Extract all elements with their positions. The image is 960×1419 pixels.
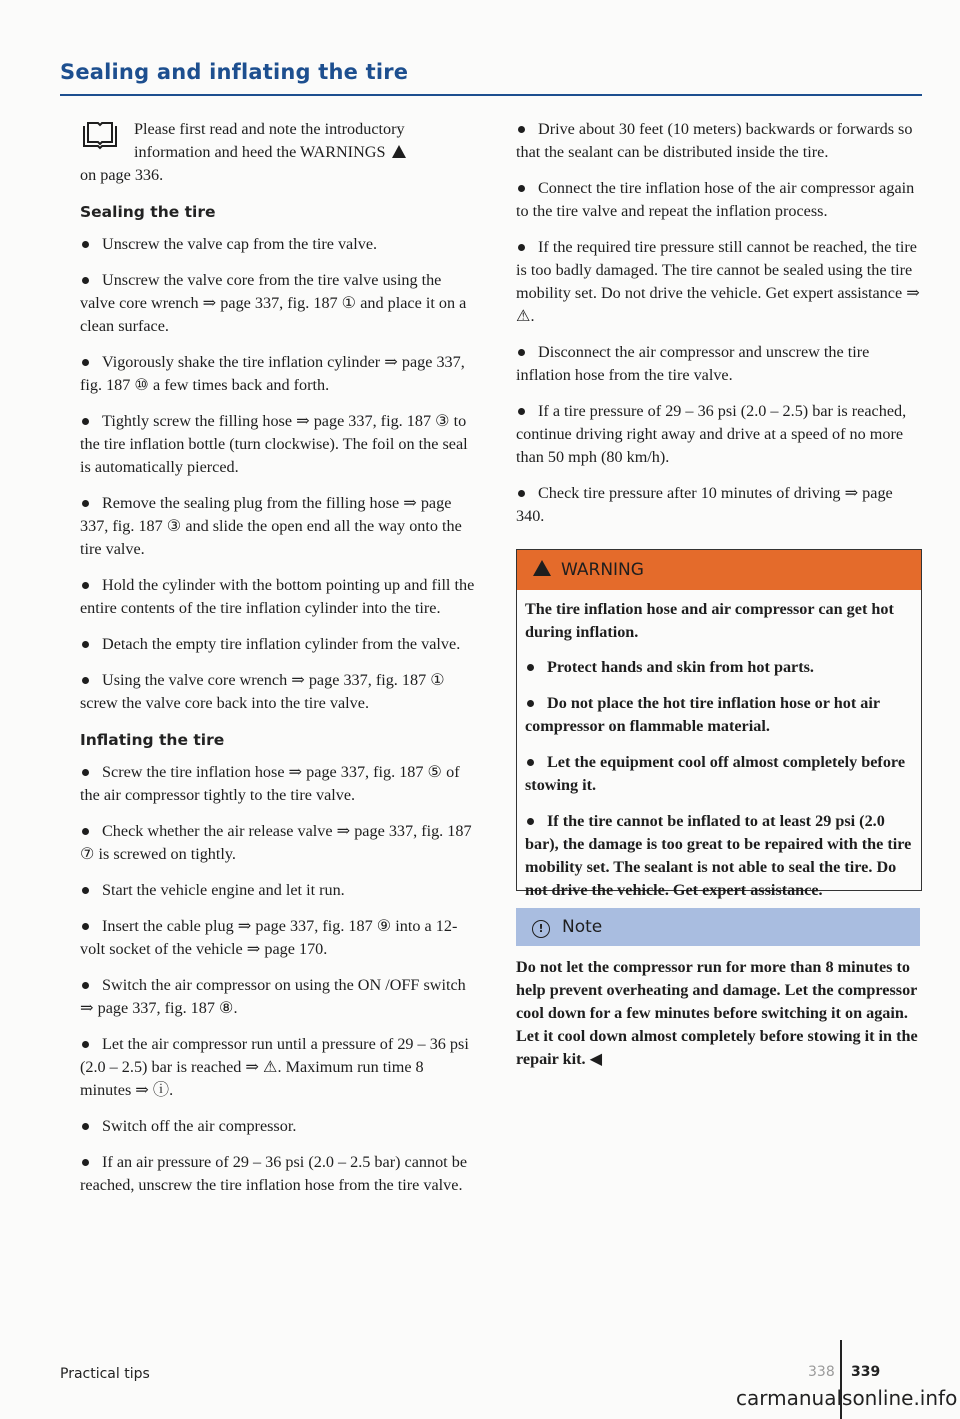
- list-item: Let the air compressor run until a pressure of 29 – 36 psi (2.0 – 2.5) bar is reached ⇒ ⚠. Maximum run time 8 minutes ⇒ ⓘ.: [80, 1035, 469, 1099]
- list-item: If an air pressure of 29 – 36 psi (2.0 – 2.5 bar) cannot be reached, unscrew the tire inflation hose from the tire valve.: [80, 1153, 468, 1194]
- list-item: Insert the cable plug ⇒ page 337, fig. 187 ⑨ into a 12-volt socket of the vehicle ⇒ page 170.: [80, 917, 458, 958]
- list-item: Hold the cylinder with the bottom pointing up and fill the entire contents of the tire inflation cylinder into the tire.: [80, 576, 475, 617]
- bullet-icon: [82, 923, 89, 930]
- inflating-heading: Inflating the tire: [80, 731, 225, 749]
- list-item: Remove the sealing plug from the filling hose ⇒ page 337, fig. 187 ③ and slide the open end all the way onto the tire valve.: [80, 494, 462, 558]
- bullet-icon: [82, 1041, 89, 1048]
- note-label: Note: [562, 917, 603, 937]
- bullet-icon: [82, 1159, 89, 1166]
- bullet-icon: [518, 185, 525, 192]
- intro-page-ref: on page 336.: [80, 166, 164, 184]
- list-item: Protect hands and skin from hot parts.: [525, 656, 913, 679]
- bullet-icon: [82, 241, 89, 248]
- list-item: Switch the air compressor on using the ON /OFF switch ⇒ page 337, fig. 187 ⑧.: [80, 976, 466, 1017]
- list-item: Detach the empty tire inflation cylinder from the valve.: [80, 633, 478, 656]
- list-item: Unscrew the valve cap from the tire valve.: [80, 233, 478, 256]
- warning-box: [516, 549, 922, 899]
- bullet-icon: [518, 244, 525, 251]
- list-item: Unscrew the valve core from the tire valve using the valve core wrench ⇒ page 337, fig. 187 ① and place it on a clean surface.: [80, 271, 467, 335]
- intro-text: Please first read and note the introductory information and heed the WARNINGS: [134, 120, 405, 161]
- warning-header: [517, 550, 921, 590]
- bullet-icon: [82, 359, 89, 366]
- page-title: Sealing and inflating the tire: [60, 60, 409, 84]
- bullet-icon: [82, 582, 89, 589]
- title-divider: [60, 94, 922, 96]
- list-item: Using the valve core wrench ⇒ page 337, fig. 187 ① screw the valve core back into the tire valve.: [80, 671, 445, 712]
- sealing-heading: Sealing the tire: [80, 203, 216, 221]
- list-item: If the tire cannot be inflated to at least 29 psi (2.0 bar), the damage is too great to be repaired with the tire mobility set. The sealant is not able to seal the tire. Do not drive the vehicle. Get expert assistance.: [525, 812, 912, 899]
- bullet-icon: [82, 277, 89, 284]
- bullet-icon: [82, 887, 89, 894]
- page-number-right: 339: [851, 1364, 881, 1380]
- bullet-icon: [527, 664, 534, 671]
- bullet-icon: [82, 641, 89, 648]
- list-item: Screw the tire inflation hose ⇒ page 337, fig. 187 ⑤ of the air compressor tightly to the tire valve.: [80, 763, 460, 804]
- watermark: carmanualsonline.info: [736, 1386, 958, 1410]
- list-item: Connect the tire inflation hose of the air compressor again to the tire valve and repeat the inflation process.: [516, 179, 915, 220]
- warning-label: WARNING: [561, 560, 644, 580]
- right-column: [516, 118, 920, 541]
- bullet-icon: [82, 500, 89, 507]
- warning-lead: The tire inflation hose and air compressor can get hot during inflation.: [525, 600, 894, 641]
- note-header: [516, 908, 920, 946]
- list-item: Start the vehicle engine and let it run.: [80, 879, 478, 902]
- note-text: Do not let the compressor run for more than 8 minutes to help prevent overheating and damage. Let the compressor cool down for a few minutes before switching it on again. Let it cool down almost completely before stowing it in the repair kit. ◀: [516, 958, 918, 1068]
- bullet-icon: [82, 982, 89, 989]
- list-item: Drive about 30 feet (10 meters) backwards or forwards so that the sealant can be distributed inside the tire.: [516, 120, 913, 161]
- list-item: Switch off the air compressor.: [80, 1115, 478, 1138]
- bullet-icon: [518, 349, 525, 356]
- warning-body: [517, 590, 921, 902]
- section-footer: Practical tips: [60, 1366, 150, 1382]
- book-icon: [80, 120, 120, 150]
- page-number-left: 338: [808, 1364, 835, 1380]
- intro-note: [80, 118, 478, 187]
- warning-icon: [533, 560, 551, 576]
- list-item: Vigorously shake the tire inflation cylinder ⇒ page 337, fig. 187 ⑩ a few times back and forth.: [80, 353, 465, 394]
- bullet-icon: [527, 818, 534, 825]
- bullet-icon: [82, 1123, 89, 1130]
- warning-icon: [392, 145, 406, 158]
- bullet-icon: [82, 418, 89, 425]
- list-item: Let the equipment cool off almost completely before stowing it.: [525, 753, 905, 794]
- left-column: [80, 118, 478, 1210]
- list-item: Disconnect the air compressor and unscrew the tire inflation hose from the tire valve.: [516, 343, 870, 384]
- list-item: Tightly screw the filling hose ⇒ page 337, fig. 187 ③ to the tire inflation bottle (turn clockwise). The foil on the seal is automatically pierced.: [80, 412, 468, 476]
- bullet-icon: [518, 408, 525, 415]
- bullet-icon: [527, 700, 534, 707]
- bullet-icon: [82, 769, 89, 776]
- bullet-icon: [82, 828, 89, 835]
- sealing-list: [80, 233, 478, 715]
- bullet-icon: [527, 759, 534, 766]
- list-item: If the required tire pressure still cannot be reached, the tire is too badly damaged. The tire cannot be sealed using the tire mobility set. Do not drive the vehicle. Get expert assistance ⇒ ⚠.: [516, 238, 920, 325]
- bullet-icon: [82, 677, 89, 684]
- list-item: Check tire pressure after 10 minutes of driving ⇒ page 340.: [516, 484, 893, 525]
- inflating-list: [80, 761, 478, 1197]
- bullet-icon: [518, 126, 525, 133]
- bullet-icon: [518, 490, 525, 497]
- info-icon: !: [532, 920, 550, 938]
- list-item: Do not place the hot tire inflation hose or hot air compressor on flammable material.: [525, 694, 880, 735]
- list-item: If a tire pressure of 29 – 36 psi (2.0 – 2.5) bar is reached, continue driving right away and drive at a speed of no more than 50 mph (80 km/h).: [516, 402, 907, 466]
- list-item: Check whether the air release valve ⇒ page 337, fig. 187 ⑦ is screwed on tightly.: [80, 822, 472, 863]
